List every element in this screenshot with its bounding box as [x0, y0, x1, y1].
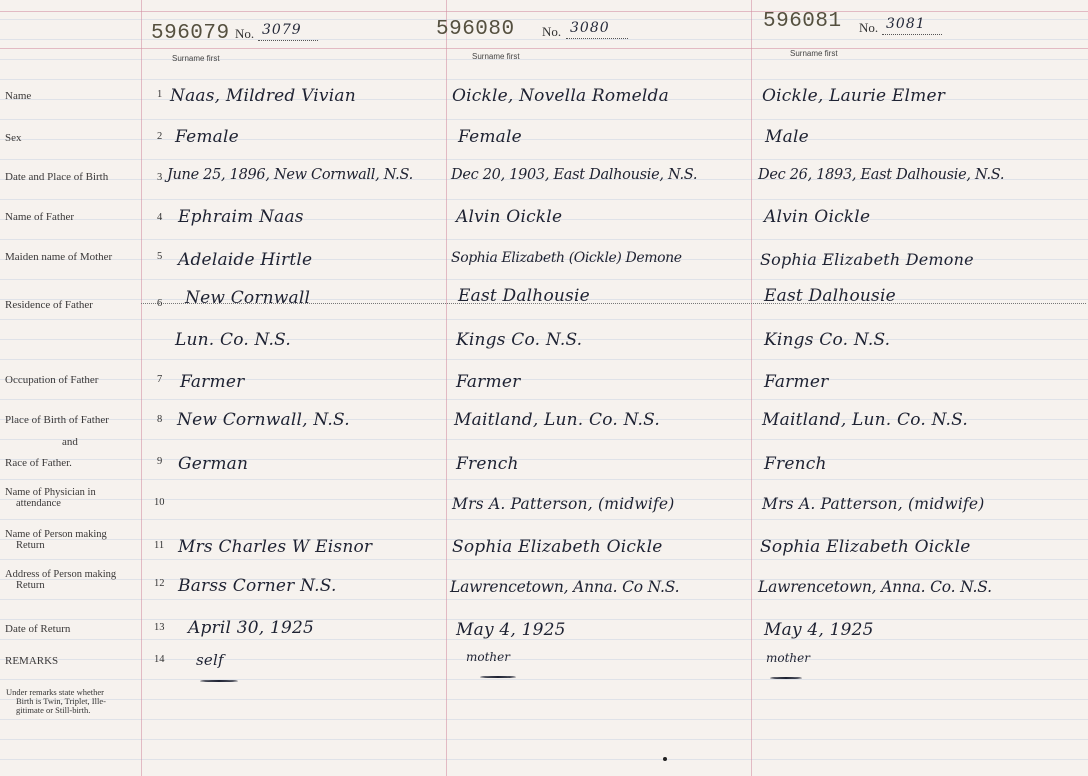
registration-number: 596079: [151, 22, 230, 45]
number-underline: [258, 40, 318, 41]
entry-occupation: Farmer: [764, 372, 829, 392]
entry-residence-county: Kings Co. N.S.: [456, 330, 583, 350]
entry-physician: Mrs A. Patterson, (midwife): [762, 495, 985, 513]
entry-sex: Female: [458, 127, 522, 147]
remarks-instruction: Birth is Twin, Triplet, Ille-: [16, 696, 106, 706]
label-address: Address of Person making: [5, 569, 117, 580]
entry-race: French: [764, 454, 827, 474]
row-number: 10: [154, 497, 165, 508]
entry-race: German: [178, 454, 249, 474]
entry-birth: Dec 20, 1903, East Dalhousie, N.S.: [451, 167, 698, 183]
column-rule: [751, 0, 752, 776]
row-number: 7: [157, 374, 163, 385]
surname-first-label: Surname first: [790, 49, 838, 58]
entry-remarks: mother: [766, 651, 810, 665]
ink-dot: [663, 757, 667, 761]
registration-number: 596080: [436, 18, 515, 41]
label-address-line2: Return: [16, 580, 45, 591]
surname-first-label: Surname first: [472, 52, 520, 61]
number-underline: [566, 38, 628, 39]
entry-date-return: April 30, 1925: [188, 618, 315, 638]
entry-address: Lawrencetown, Anna. Co. N.S.: [758, 578, 992, 596]
entry-father: Ephraim Naas: [178, 207, 304, 227]
row-number: 13: [154, 622, 165, 633]
entry-mother: Adelaide Hirtle: [178, 250, 313, 270]
label-birthplace-father: Place of Birth of Father: [5, 414, 109, 426]
row-number: 11: [154, 540, 165, 551]
label-date-return: Date of Return: [5, 623, 71, 635]
number-label: No.: [542, 24, 562, 39]
row-number: 12: [154, 578, 165, 589]
entry-name: Oickle, Novella Romelda: [452, 86, 669, 106]
entry-birthplace-father: Maitland, Lun. Co. N.S.: [762, 410, 969, 430]
entry-residence-county: Lun. Co. N.S.: [175, 330, 291, 350]
entry-name: Naas, Mildred Vivian: [170, 86, 356, 106]
entry-address: Barss Corner N.S.: [178, 576, 337, 596]
entry-birth: June 25, 1896, New Cornwall, N.S.: [167, 167, 413, 183]
entry-date-return: May 4, 1925: [764, 620, 874, 640]
column-rule: [141, 0, 142, 776]
label-name: Name: [5, 90, 32, 102]
row-number: 1: [157, 89, 163, 100]
label-race: Race of Father.: [5, 457, 72, 469]
row-number: 3: [157, 172, 163, 183]
entry-birthplace-father: New Cornwall, N.S.: [177, 410, 350, 430]
entry-sex: Female: [175, 127, 239, 147]
entry-father: Alvin Oickle: [456, 207, 563, 227]
entry-name: Oickle, Laurie Elmer: [762, 86, 946, 106]
label-sex: Sex: [5, 132, 22, 144]
label-father: Name of Father: [5, 211, 75, 223]
remarks-instruction: gitimate or Still-birth.: [16, 705, 91, 715]
entry-birthplace-father: Maitland, Lun. Co. N.S.: [454, 410, 661, 430]
entry-race: French: [456, 454, 519, 474]
column-rule: [446, 0, 447, 776]
record-number: 3079: [262, 22, 302, 38]
row-number: 2: [157, 131, 163, 142]
row-number: 14: [154, 654, 165, 665]
number-label: No.: [235, 26, 255, 41]
label-and: and: [62, 436, 78, 448]
label-person-return: Name of Person making: [5, 529, 107, 540]
entry-person-return: Sophia Elizabeth Oickle: [760, 537, 971, 557]
entry-mother: Sophia Elizabeth (Oickle) Demone: [451, 250, 682, 266]
remarks-flourish: [200, 680, 238, 682]
entry-occupation: Farmer: [456, 372, 521, 392]
header-rule: [0, 48, 1088, 49]
remarks-flourish: [480, 676, 516, 678]
entry-mother: Sophia Elizabeth Demone: [760, 250, 974, 269]
registration-number: 596081: [763, 10, 842, 33]
record-number: 3081: [886, 16, 926, 32]
header-rule: [0, 11, 1088, 12]
entry-residence: New Cornwall: [185, 288, 311, 308]
entry-date-return: May 4, 1925: [456, 620, 566, 640]
entry-father: Alvin Oickle: [764, 207, 871, 227]
entry-birth: Dec 26, 1893, East Dalhousie, N.S.: [758, 167, 1005, 183]
label-person-return-line2: Return: [16, 540, 45, 551]
entry-address: Lawrencetown, Anna. Co N.S.: [450, 578, 680, 596]
label-date-place-birth: Date and Place of Birth: [5, 171, 109, 183]
remarks-flourish: [770, 677, 802, 679]
row-number: 5: [157, 251, 163, 262]
label-physician-line2: attendance: [16, 498, 61, 509]
number-underline: [882, 34, 942, 35]
label-physician: Name of Physician in: [5, 487, 96, 498]
entry-physician: Mrs A. Patterson, (midwife): [452, 495, 675, 513]
label-mother: Maiden name of Mother: [5, 251, 113, 263]
entry-occupation: Farmer: [180, 372, 245, 392]
number-label: No.: [859, 20, 879, 35]
entry-person-return: Mrs Charles W Eisnor: [178, 537, 373, 557]
label-occupation: Occupation of Father: [5, 374, 99, 386]
row-number: 8: [157, 414, 163, 425]
label-residence: Residence of Father: [5, 299, 93, 311]
row-number: 6: [157, 298, 163, 309]
entry-sex: Male: [765, 127, 809, 147]
entry-person-return: Sophia Elizabeth Oickle: [452, 537, 663, 557]
entry-remarks: self: [196, 651, 224, 669]
surname-first-label: Surname first: [172, 54, 220, 63]
row-number: 9: [157, 456, 163, 467]
row-number: 4: [157, 212, 163, 223]
entry-residence: East Dalhousie: [764, 286, 896, 306]
label-remarks: REMARKS: [5, 655, 59, 667]
entry-residence: East Dalhousie: [458, 286, 590, 306]
entry-remarks: mother: [466, 650, 510, 664]
entry-residence-county: Kings Co. N.S.: [764, 330, 891, 350]
record-number: 3080: [570, 20, 610, 36]
remarks-instruction: Under remarks state whether: [6, 687, 104, 697]
